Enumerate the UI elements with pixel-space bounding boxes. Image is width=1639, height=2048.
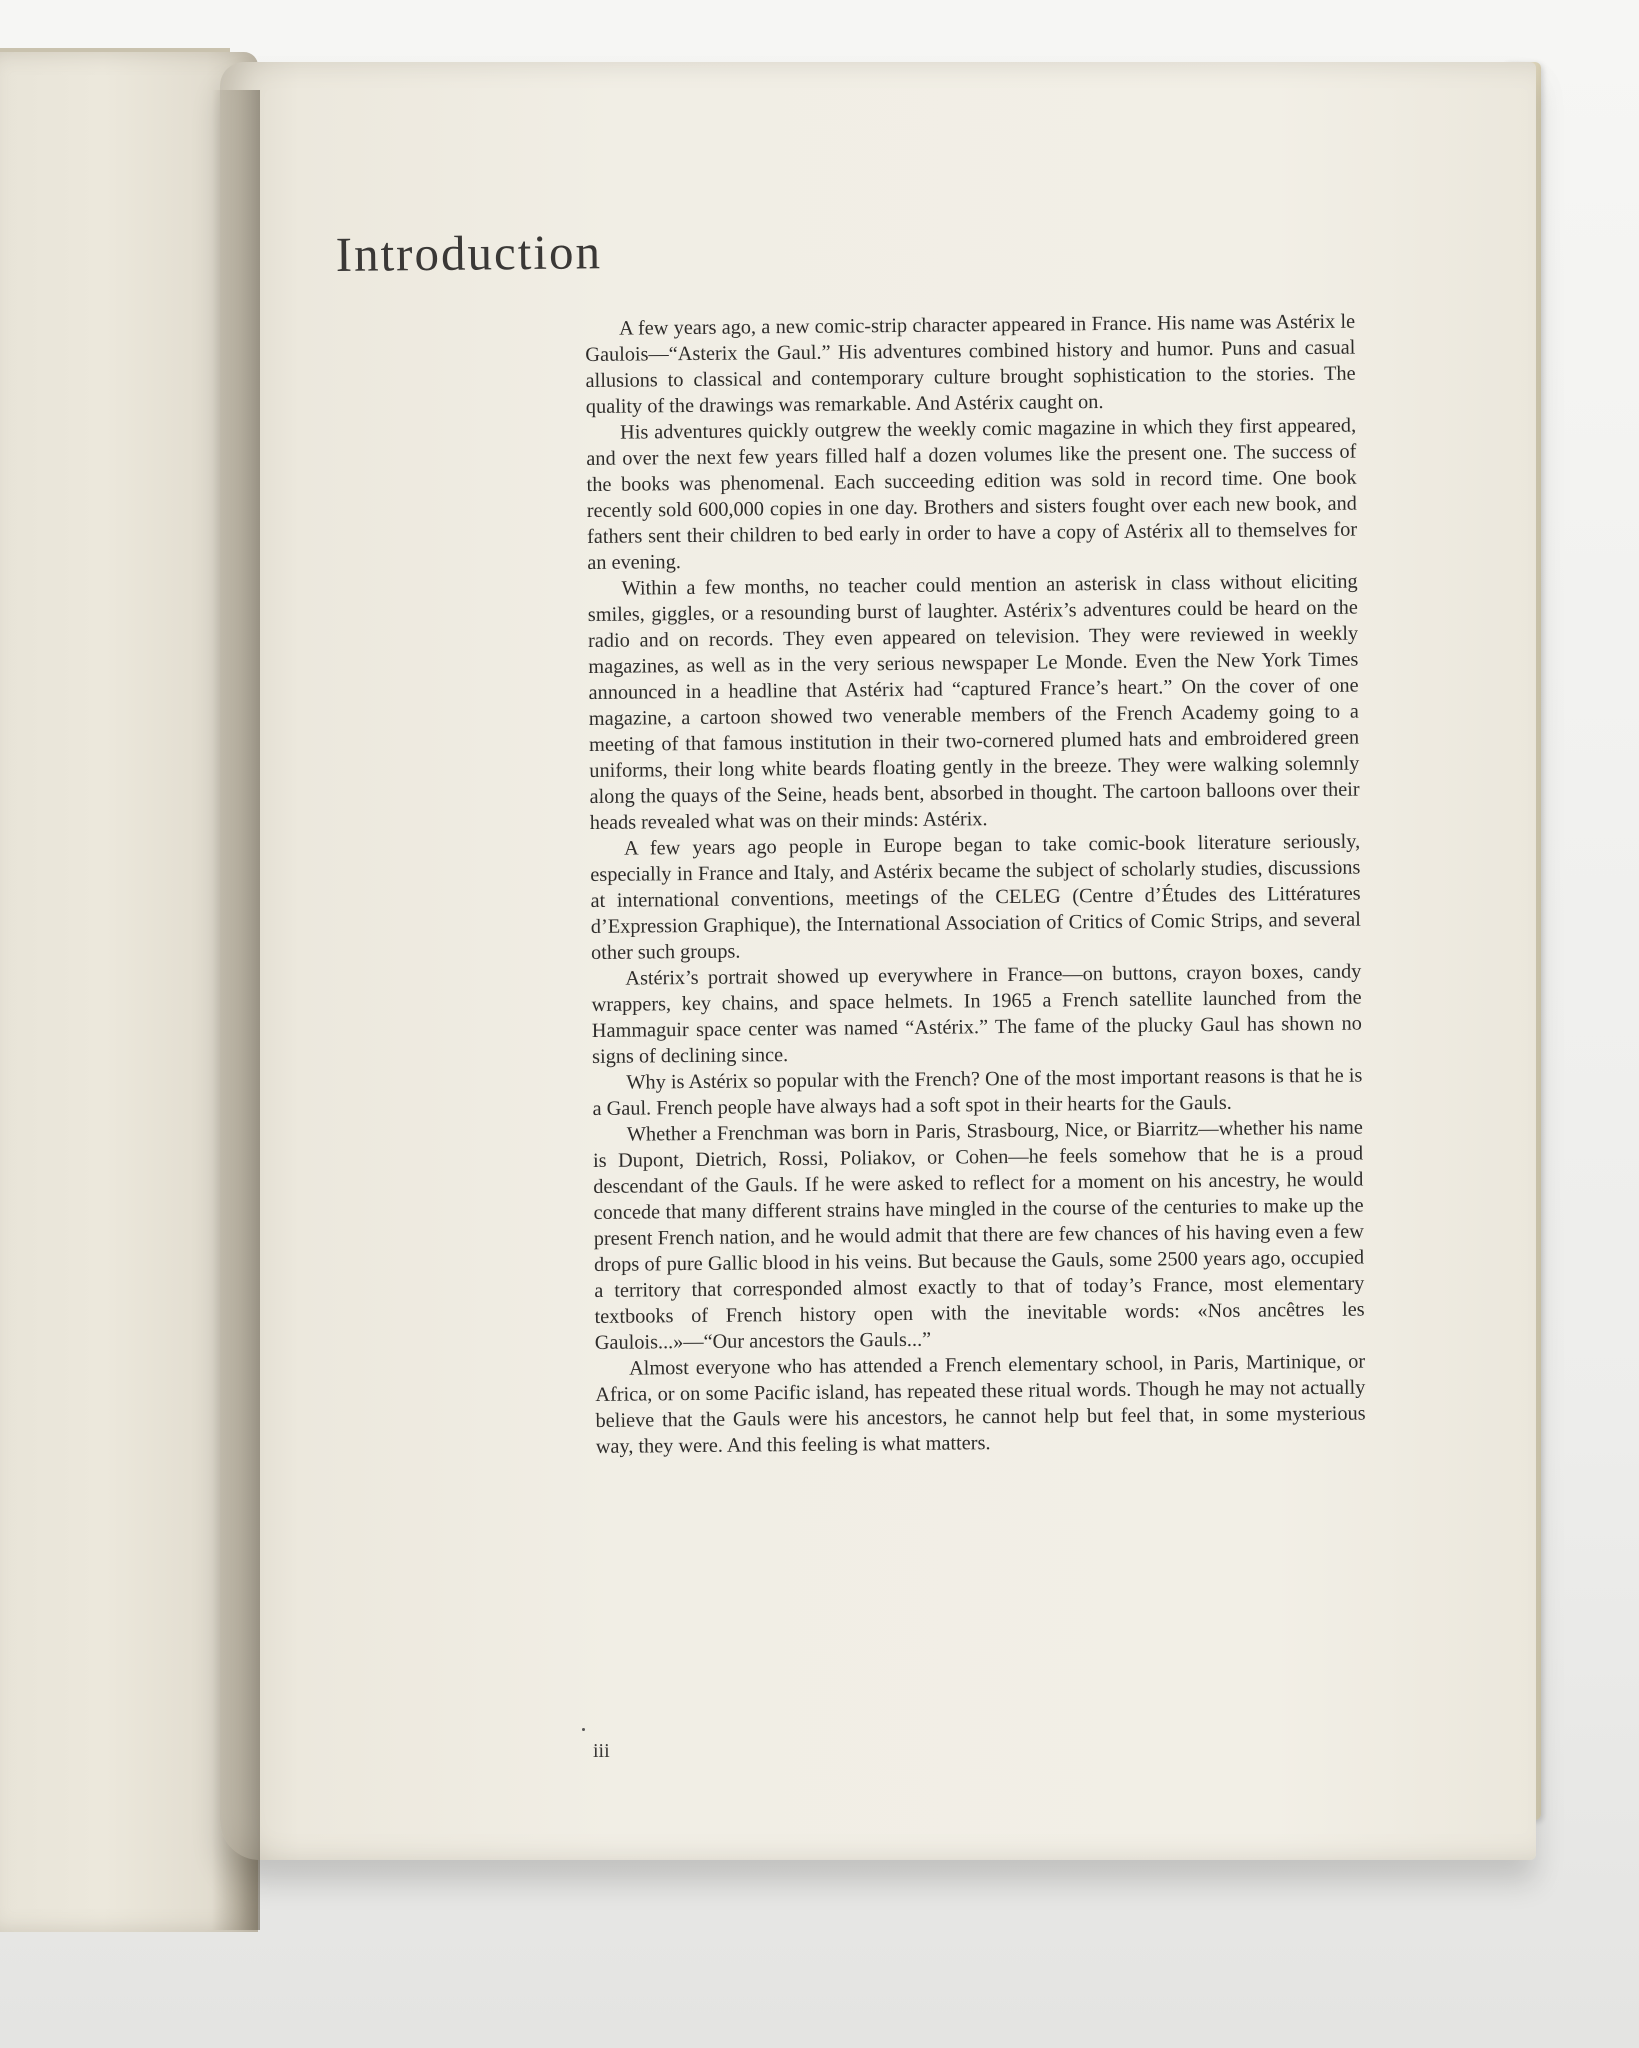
paragraph: Within a few months, no teacher could mention an asterisk in class without eliciting smiles, giggles, or a resounding burst of laughter. Astérix’s adventures could be heard on the radio and on records. They even appeared on television. They were reviewed in weekly magazines, as well as in the very serious newspaper Le Monde. Even the New York Times announced in a headline that Astérix had “captured France’s heart.” On the cover of one magazine, a cartoon showed two venerable members of the French Academy going to a meeting of that famous institution in their two-cornered plumed hats and embroidered green uniforms, their long white beards floating gently in the breeze. They were walking solemnly along the quays of the Seine, heads bent, absorbed in thought. The cartoon balloons over their heads revealed what was on their minds: Astérix. bbox=[587, 570, 1360, 834]
paragraph: Astérix’s portrait showed up everywhere in France—on buttons, crayon boxes, candy wrappers, key chains, and space helmets. In 1965 a French satellite launched from the Hammaguir space center was named “Astérix.” The fame of the plucky Gaul has shown no signs of declining since. bbox=[591, 960, 1362, 1068]
paragraph: Why is Astérix so popular with the French? One of the most important reasons is that he is a Gaul. French people have always had a soft spot in their hearts for the Gauls. bbox=[592, 1064, 1363, 1120]
page-heading: Introduction bbox=[335, 224, 603, 283]
page-body-text bbox=[585, 309, 1366, 1460]
paragraph: His adventures quickly outgrew the weekly comic magazine in which they first appeared, and over the next few years filled half a dozen volumes like the present one. The success of the books was phenomenal. Each succeeding edition was sold in record time. One book recently sold 600,000 copies in one day. Brothers and sisters fought over each new book, and fathers sent their children to bed early in order to have a copy of Astérix all to themselves for an evening. bbox=[586, 414, 1358, 574]
page-number: iii bbox=[593, 1740, 610, 1762]
paragraph: Whether a Frenchman was born in Paris, Strasbourg, Nice, or Biarritz—whether his name is Dupont, Dietrich, Rossi, Poliakov, or Cohen—he feels somehow that he is a proud descendant of the Gauls. If he were asked to reflect for a moment on his ancestry, he would concede that many different strains have mingled in the course of the centuries to make up the present French nation, and he would admit that there are few chances of his having even a few drops of pure Gallic blood in his veins. But because the Gauls, some 2500 years ago, occupied a territory that corresponded almost exactly to that of today’s France, most elementary textbooks of French history open with the inevitable words: «Nos ancêtres les Gaulois...»—“Our ancestors the Gauls...” bbox=[593, 1116, 1365, 1354]
book-spine-shadow bbox=[212, 90, 260, 1930]
paragraph: A few years ago, a new comic-strip character appeared in France. His name was Astérix le Gaulois—“Asterix the Gaul.” His adventures combined history and humor. Puns and casual allusions to classical and contemporary culture brought sophistication to the stories. The quality of the drawings was remarkable. And Astérix caught on. bbox=[585, 310, 1356, 418]
paragraph: Almost everyone who has attended a French elementary school, in Paris, Martinique, or Africa, or on some Pacific island, has repeated these ritual words. Though he may not actually believe that the Gauls were his ancestors, he cannot help but feel that, in some mysterious way, they were. And this feeling is what matters. bbox=[595, 1350, 1366, 1458]
paragraph: A few years ago people in Europe began to take comic-book literature seriously, especially in France and Italy, and Astérix became the subject of scholarly studies, discussions at international conventions, meetings of the CELEG (Centre d’Études des Littératures d’Expression Graphique), the International Association of Critics of Comic Strips, and several other such groups. bbox=[590, 830, 1361, 964]
page-dot-mark bbox=[582, 1728, 585, 1731]
